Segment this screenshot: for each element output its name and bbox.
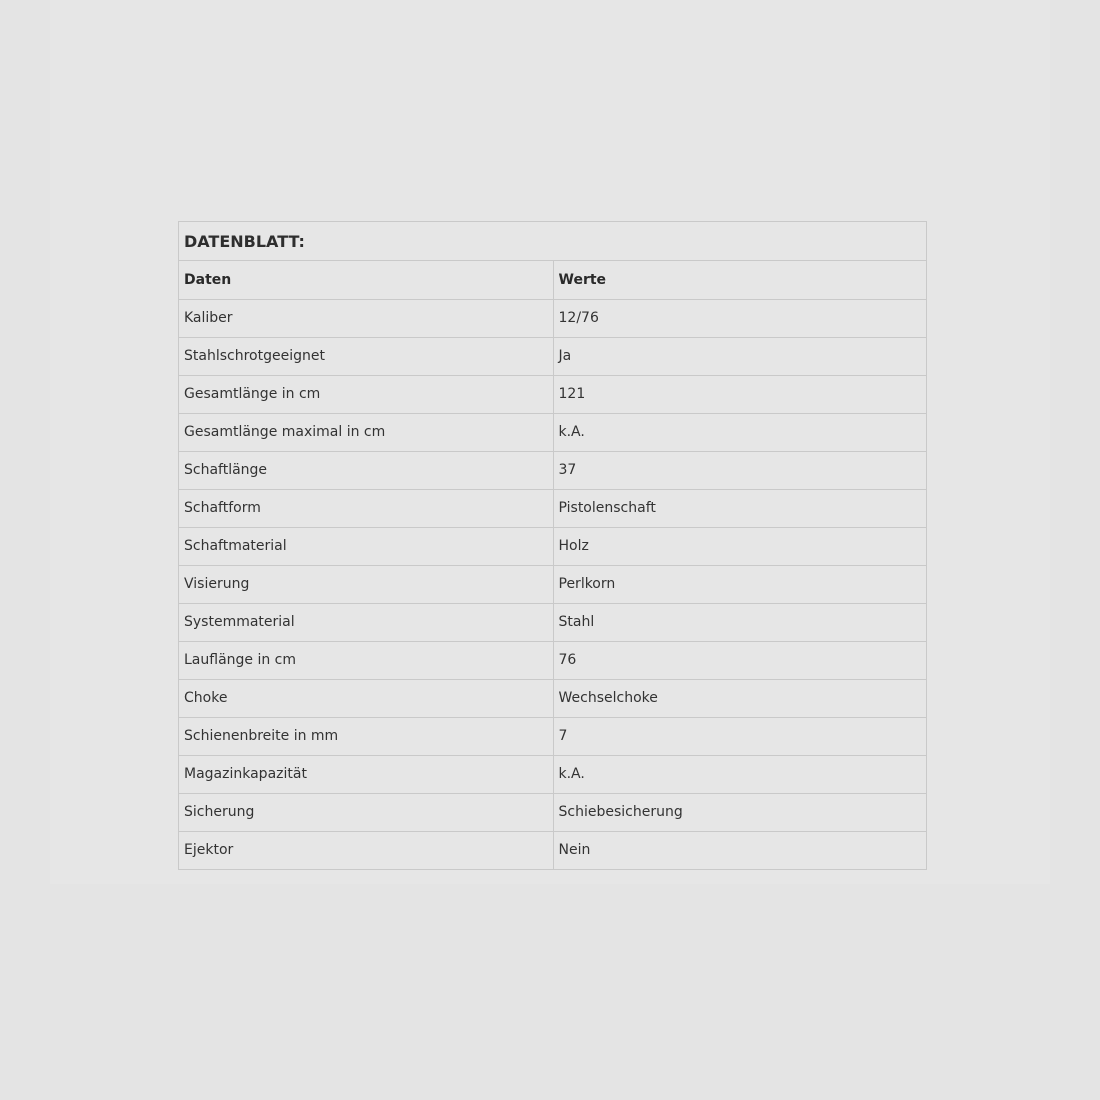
table-row (179, 413, 926, 451)
spec-label: Visierung (179, 565, 553, 603)
spec-value: 76 (553, 641, 926, 679)
spec-value: Holz (553, 527, 926, 565)
spec-label: Schaftform (179, 489, 553, 527)
spec-label: Schienenbreite in mm (179, 717, 553, 755)
content-panel (50, 0, 1050, 884)
column-header-werte: Werte (553, 261, 926, 299)
spec-value: Ja (553, 337, 926, 375)
spec-label: Ejektor (179, 831, 553, 869)
spec-table (179, 261, 926, 870)
table-row (179, 717, 926, 755)
spec-label: Sicherung (179, 793, 553, 831)
table-header-row (179, 261, 926, 299)
table-row (179, 299, 926, 337)
spec-label: Choke (179, 679, 553, 717)
table-row (179, 527, 926, 565)
spec-value: Wechselchoke (553, 679, 926, 717)
spec-label: Lauflänge in cm (179, 641, 553, 679)
spec-value: Schiebesicherung (553, 793, 926, 831)
table-row (179, 565, 926, 603)
datasheet-table (178, 221, 927, 870)
spec-value: k.A. (553, 413, 926, 451)
spec-label: Systemmaterial (179, 603, 553, 641)
spec-value: 12/76 (553, 299, 926, 337)
spec-value: Pistolenschaft (553, 489, 926, 527)
spec-label: Stahlschrotgeeignet (179, 337, 553, 375)
spec-value: k.A. (553, 755, 926, 793)
table-row (179, 375, 926, 413)
table-row (179, 489, 926, 527)
spec-value: 37 (553, 451, 926, 489)
spec-label: Magazinkapazität (179, 755, 553, 793)
table-row (179, 679, 926, 717)
spec-label: Gesamtlänge maximal in cm (179, 413, 553, 451)
table-row (179, 603, 926, 641)
spec-value: Perlkorn (553, 565, 926, 603)
column-header-daten: Daten (179, 261, 553, 299)
spec-label: Gesamtlänge in cm (179, 375, 553, 413)
spec-value: Stahl (553, 603, 926, 641)
spec-label: Schaftmaterial (179, 527, 553, 565)
spec-label: Kaliber (179, 299, 553, 337)
spec-value: Nein (553, 831, 926, 869)
table-row (179, 793, 926, 831)
table-row (179, 831, 926, 869)
table-row (179, 641, 926, 679)
table-row (179, 337, 926, 375)
spec-label: Schaftlänge (179, 451, 553, 489)
datasheet-title: DATENBLATT: (179, 222, 926, 261)
spec-value: 121 (553, 375, 926, 413)
spec-value: 7 (553, 717, 926, 755)
table-row (179, 451, 926, 489)
table-row (179, 755, 926, 793)
